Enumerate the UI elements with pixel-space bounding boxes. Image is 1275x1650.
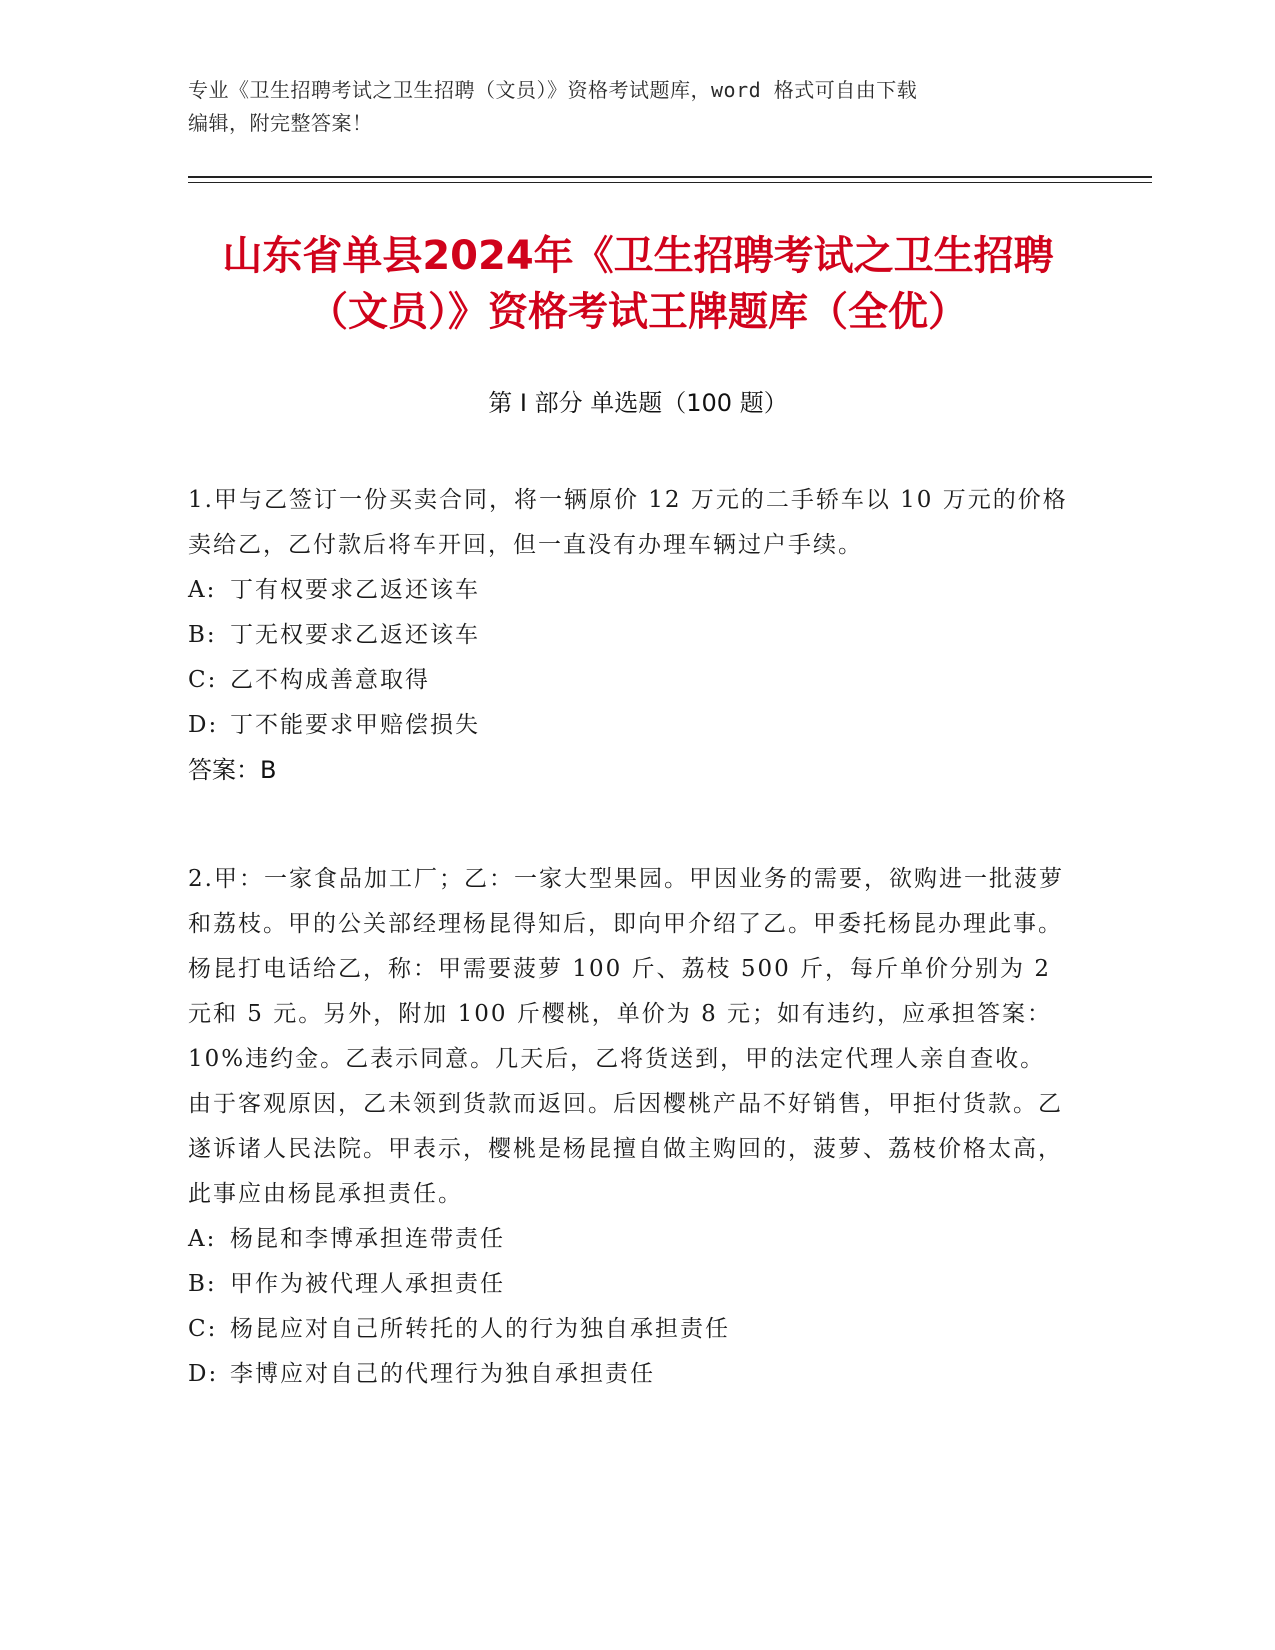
header-note-line-2: 编辑，附完整答案！ xyxy=(188,111,373,135)
header-note xyxy=(188,74,1068,140)
option-a xyxy=(188,568,1068,613)
question-stem: 2.甲：一家食品加工厂；乙：一家大型果园。甲因业务的需要，欲购进一批菠萝和荔枝。甲的公关部经理杨昆得知后，即向甲介绍了乙。甲委托杨昆办理此事。杨昆打电话给乙，称：甲需要菠萝 100 斤、荔枝 500 斤，每斤单价分别为 2 元和 5 元。另外，附加 100 斤樱桃，单价为 8 元；如有违约，应承担答案：10%违约金。乙表示同意。几天后，乙将货送到，甲的法定代理人亲自查收。由于客观原因，乙未领到货款而返回。后因樱桃产品不好销售，甲拒付货款。乙遂诉诸人民法院。甲表示，樱桃是杨昆擅自做主购回的，菠萝、荔枝价格太高，此事应由杨昆承担责任。 xyxy=(188,866,1064,1207)
option-letter: C: xyxy=(188,1316,218,1342)
option-letter: B: xyxy=(188,622,217,648)
option-a xyxy=(188,1217,1068,1262)
document-title: 山东省单县2024年《卫生招聘考试之卫生招聘（文员）》资格考试王牌题库（全优） xyxy=(222,233,1054,335)
question-stem: 1.甲与乙签订一份买卖合同，将一辆原价 12 万元的二手轿车以 10 万元的价格卖给乙，乙付款后将车开回，但一直没有办理车辆过户手续。 xyxy=(188,487,1068,558)
option-b xyxy=(188,613,1068,658)
option-text: 杨昆应对自己所转托的人的行为独自承担责任 xyxy=(230,1316,730,1342)
option-letter: B: xyxy=(188,1271,217,1297)
option-text: 李博应对自己的代理行为独自承担责任 xyxy=(230,1361,655,1387)
option-text: 丁不能要求甲赔偿损失 xyxy=(230,712,480,738)
option-letter: A: xyxy=(188,1226,217,1252)
option-letter: A: xyxy=(188,577,217,603)
header-rule-thin xyxy=(188,182,1152,183)
option-d xyxy=(188,703,1068,748)
option-letter: D: xyxy=(188,712,219,738)
question-2 xyxy=(188,857,1068,1397)
option-c xyxy=(188,658,1068,703)
option-letter: D: xyxy=(188,1361,219,1387)
question-1 xyxy=(188,478,1068,793)
option-d xyxy=(188,1352,1068,1397)
answer-label: 答案：B xyxy=(188,756,277,784)
option-text: 乙不构成善意取得 xyxy=(230,667,430,693)
header-rule-thick xyxy=(188,176,1152,178)
question-list xyxy=(188,478,1068,1461)
option-b xyxy=(188,1262,1068,1307)
option-letter: C: xyxy=(188,667,218,693)
option-c xyxy=(188,1307,1068,1352)
option-text: 丁无权要求乙返还该车 xyxy=(230,622,480,648)
section-title: 第 I 部分 单选题（100 题） xyxy=(488,389,788,417)
option-text: 丁有权要求乙返还该车 xyxy=(230,577,480,603)
header-note-line-1: 专业《卫生招聘考试之卫生招聘（文员）》资格考试题库，word 格式可自由下载 xyxy=(188,78,918,102)
option-text: 甲作为被代理人承担责任 xyxy=(230,1271,505,1297)
option-text: 杨昆和李博承担连带责任 xyxy=(230,1226,505,1252)
